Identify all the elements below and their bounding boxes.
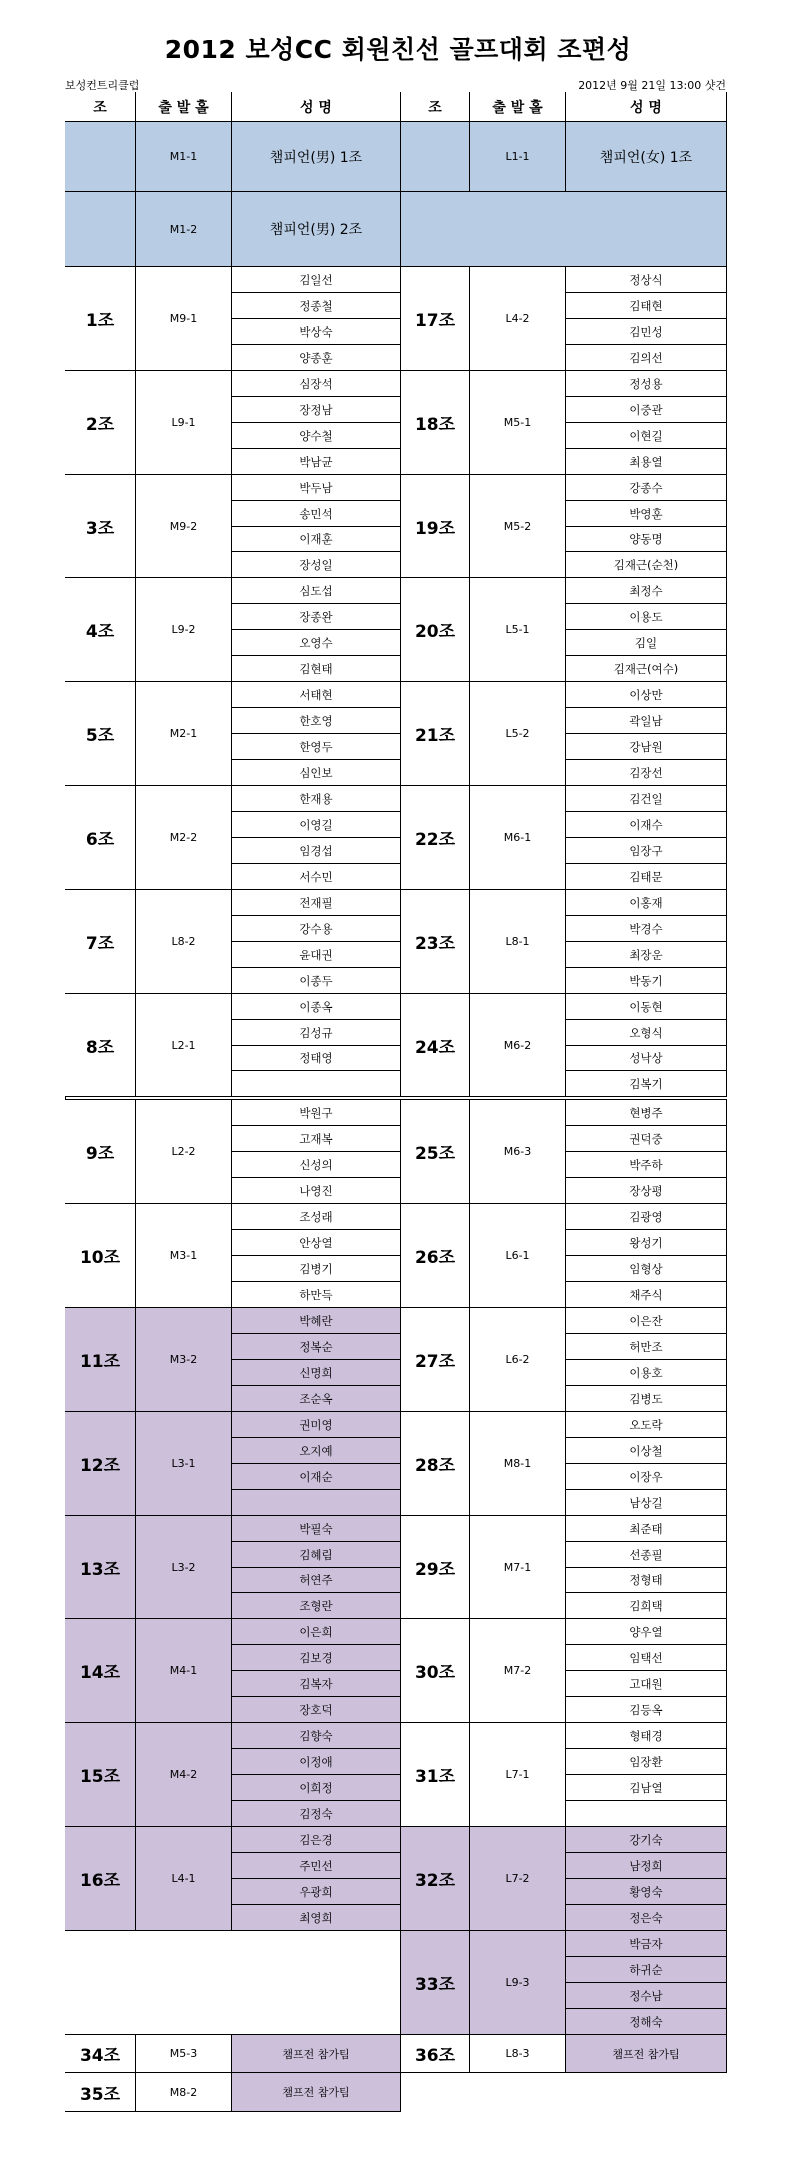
player-name: 한호영 bbox=[232, 708, 401, 734]
group-number: 22조 bbox=[401, 786, 470, 890]
player-name: 박주하 bbox=[566, 1152, 727, 1178]
player-name: 이중관 bbox=[566, 397, 727, 423]
player-name: 정수남 bbox=[566, 1983, 727, 2009]
player-name: 김등옥 bbox=[566, 1697, 727, 1723]
player-name: 성낙상 bbox=[566, 1046, 727, 1071]
group-tee: L6-2 bbox=[470, 1308, 566, 1412]
player-name: 양종훈 bbox=[232, 345, 401, 371]
player-name: 최장운 bbox=[566, 942, 727, 968]
player-name: 이은잔 bbox=[566, 1308, 727, 1334]
player-name: 박금자 bbox=[566, 1931, 727, 1957]
player-name: 이용도 bbox=[566, 604, 727, 630]
group-number: 24조 bbox=[401, 994, 470, 1097]
player-name: 김태문 bbox=[566, 864, 727, 890]
group-tee: M2-1 bbox=[136, 682, 232, 786]
player-name: 최용열 bbox=[566, 449, 727, 475]
player-name: 박영훈 bbox=[566, 501, 727, 527]
group-number: 36조 bbox=[401, 2035, 470, 2073]
group-number: 34조 bbox=[65, 2035, 136, 2073]
player-name: 권미영 bbox=[232, 1412, 401, 1438]
player-name: 정태영 bbox=[232, 1046, 401, 1071]
player-name: 허만조 bbox=[566, 1334, 727, 1360]
group-tee: L5-1 bbox=[470, 578, 566, 682]
player-name: 이희정 bbox=[232, 1775, 401, 1801]
player-name: 고재복 bbox=[232, 1126, 401, 1152]
player-name: 이용호 bbox=[566, 1360, 727, 1386]
group-tee: L8-2 bbox=[136, 890, 232, 994]
group-tee: L2-1 bbox=[136, 994, 232, 1097]
player-name: 심도섭 bbox=[232, 578, 401, 604]
group-number: 6조 bbox=[65, 786, 136, 890]
player-name: 박동기 bbox=[566, 968, 727, 994]
player-name: 김광영 bbox=[566, 1204, 727, 1230]
group-tee: M4-1 bbox=[136, 1619, 232, 1723]
group-number: 33조 bbox=[401, 1931, 470, 2035]
header-tee-right: 출 발 홀 bbox=[470, 92, 566, 122]
player-name: 김재근(여수) bbox=[566, 656, 727, 682]
group-number: 31조 bbox=[401, 1723, 470, 1827]
player-name: 이홍재 bbox=[566, 890, 727, 916]
group-number: 27조 bbox=[401, 1308, 470, 1412]
player-name: 최영희 bbox=[232, 1905, 401, 1931]
group-number: 28조 bbox=[401, 1412, 470, 1516]
club-name: 보성컨트리클럽 bbox=[65, 79, 140, 92]
group-tee: L4-1 bbox=[136, 1827, 232, 1931]
player-name: 오지예 bbox=[232, 1438, 401, 1464]
player-name: 박두남 bbox=[232, 475, 401, 501]
champion-label: 챔피언(男) 2조 bbox=[232, 192, 401, 267]
group-number: 35조 bbox=[65, 2073, 136, 2112]
group-tee: L7-1 bbox=[470, 1723, 566, 1827]
player-name: 김병기 bbox=[232, 1256, 401, 1282]
player-name: 김일선 bbox=[232, 267, 401, 293]
group-number: 4조 bbox=[65, 578, 136, 682]
player-name: 정종철 bbox=[232, 293, 401, 319]
group-number: 17조 bbox=[401, 267, 470, 371]
group-tee: M6-2 bbox=[470, 994, 566, 1097]
player-name: 전재필 bbox=[232, 890, 401, 916]
group-tee: M7-1 bbox=[470, 1516, 566, 1619]
player-name: 이동현 bbox=[566, 994, 727, 1020]
player-name: 김태현 bbox=[566, 293, 727, 319]
group-tee: M3-2 bbox=[136, 1308, 232, 1412]
player-name: 최정수 bbox=[566, 578, 727, 604]
player-name: 김현태 bbox=[232, 656, 401, 682]
player-name: 황영숙 bbox=[566, 1879, 727, 1905]
player-name: 정복순 bbox=[232, 1334, 401, 1360]
group-tee: M5-3 bbox=[136, 2035, 232, 2073]
player-name: 이종두 bbox=[232, 968, 401, 994]
player-name: 정형태 bbox=[566, 1568, 727, 1593]
player-name: 김병도 bbox=[566, 1386, 727, 1412]
group-tee: L9-3 bbox=[470, 1931, 566, 2035]
group-tee: L8-3 bbox=[470, 2035, 566, 2073]
champ-entry-note: 챔프전 참가팀 bbox=[232, 2035, 401, 2073]
player-name: 윤대권 bbox=[232, 942, 401, 968]
player-name: 현병주 bbox=[566, 1100, 727, 1126]
player-name: 김의선 bbox=[566, 345, 727, 371]
player-name: 강기숙 bbox=[566, 1827, 727, 1853]
player-name: 심인보 bbox=[232, 760, 401, 786]
player-name: 이영길 bbox=[232, 812, 401, 838]
player-name: 김건일 bbox=[566, 786, 727, 812]
player-name: 권덕중 bbox=[566, 1126, 727, 1152]
empty-area bbox=[65, 1931, 401, 2035]
group-number: 5조 bbox=[65, 682, 136, 786]
player-name: 주민선 bbox=[232, 1853, 401, 1879]
header-group-left: 조 bbox=[65, 92, 136, 122]
group-number: 3조 bbox=[65, 475, 136, 578]
player-name: 김성규 bbox=[232, 1020, 401, 1046]
player-name: 장종완 bbox=[232, 604, 401, 630]
group-tee: M5-2 bbox=[470, 475, 566, 578]
group-tee: M5-1 bbox=[470, 371, 566, 475]
player-name: 임장환 bbox=[566, 1749, 727, 1775]
player-name: 강남원 bbox=[566, 734, 727, 760]
player-name: 임형상 bbox=[566, 1256, 727, 1282]
player-name: 이재훈 bbox=[232, 527, 401, 552]
player-name: 허연주 bbox=[232, 1568, 401, 1593]
player-name: 이재수 bbox=[566, 812, 727, 838]
player-name bbox=[232, 1071, 401, 1097]
player-name: 이장우 bbox=[566, 1464, 727, 1490]
player-name: 조성래 bbox=[232, 1204, 401, 1230]
player-name: 김보경 bbox=[232, 1645, 401, 1671]
player-name: 임경섭 bbox=[232, 838, 401, 864]
player-name: 박원구 bbox=[232, 1100, 401, 1126]
champion-group-cell bbox=[401, 122, 470, 192]
player-name: 임장구 bbox=[566, 838, 727, 864]
group-number: 10조 bbox=[65, 1204, 136, 1308]
header-name-right: 성 명 bbox=[566, 92, 727, 122]
player-name: 김재근(순천) bbox=[566, 552, 727, 578]
player-name: 정상식 bbox=[566, 267, 727, 293]
group-tee: M2-2 bbox=[136, 786, 232, 890]
champion-label: 챔피언(男) 1조 bbox=[232, 122, 401, 192]
group-tee: L3-1 bbox=[136, 1412, 232, 1516]
pairing-table bbox=[65, 92, 727, 2112]
player-name: 이정애 bbox=[232, 1749, 401, 1775]
player-name: 김복자 bbox=[232, 1671, 401, 1697]
player-name: 박혜란 bbox=[232, 1308, 401, 1334]
group-number: 26조 bbox=[401, 1204, 470, 1308]
player-name: 한영두 bbox=[232, 734, 401, 760]
champion-group-cell bbox=[65, 192, 136, 267]
player-name: 정은숙 bbox=[566, 1905, 727, 1931]
group-number: 18조 bbox=[401, 371, 470, 475]
page-title: 2012 보성CC 회원친선 골프대회 조편성 bbox=[164, 35, 632, 64]
group-number: 19조 bbox=[401, 475, 470, 578]
player-name: 안상열 bbox=[232, 1230, 401, 1256]
player-name: 형태경 bbox=[566, 1723, 727, 1749]
player-name: 정해숙 bbox=[566, 2009, 727, 2035]
player-name: 장상평 bbox=[566, 1178, 727, 1204]
group-tee: L7-2 bbox=[470, 1827, 566, 1931]
group-tee: M9-1 bbox=[136, 267, 232, 371]
group-tee: M4-2 bbox=[136, 1723, 232, 1827]
player-name: 김향숙 bbox=[232, 1723, 401, 1749]
group-tee: L3-2 bbox=[136, 1516, 232, 1619]
group-tee: L2-2 bbox=[136, 1100, 232, 1204]
player-name: 박필숙 bbox=[232, 1516, 401, 1542]
player-name: 서수민 bbox=[232, 864, 401, 890]
player-name: 하귀순 bbox=[566, 1957, 727, 1983]
player-name: 이재순 bbox=[232, 1464, 401, 1490]
player-name: 채주식 bbox=[566, 1282, 727, 1308]
player-name: 강종수 bbox=[566, 475, 727, 501]
player-name: 박경수 bbox=[566, 916, 727, 942]
champion-tee: M1-2 bbox=[136, 192, 232, 267]
player-name: 정성용 bbox=[566, 371, 727, 397]
champion-tee: L1-1 bbox=[470, 122, 566, 192]
champ-entry-note: 챔프전 참가팀 bbox=[566, 2035, 727, 2073]
group-tee: M8-2 bbox=[136, 2073, 232, 2112]
group-tee: L8-1 bbox=[470, 890, 566, 994]
player-name: 이상철 bbox=[566, 1438, 727, 1464]
group-tee: M6-3 bbox=[470, 1100, 566, 1204]
player-name: 고대원 bbox=[566, 1671, 727, 1697]
group-number: 16조 bbox=[65, 1827, 136, 1931]
player-name: 신명희 bbox=[232, 1360, 401, 1386]
group-tee: M6-1 bbox=[470, 786, 566, 890]
group-number: 15조 bbox=[65, 1723, 136, 1827]
player-name: 김장선 bbox=[566, 760, 727, 786]
champ-entry-note: 챔프전 참가팀 bbox=[232, 2073, 401, 2112]
group-number: 25조 bbox=[401, 1100, 470, 1204]
group-number: 11조 bbox=[65, 1308, 136, 1412]
player-name: 이현길 bbox=[566, 423, 727, 449]
group-number: 12조 bbox=[65, 1412, 136, 1516]
group-number: 29조 bbox=[401, 1516, 470, 1619]
champion-label: 챔피언(女) 1조 bbox=[566, 122, 727, 192]
player-name: 조형란 bbox=[232, 1593, 401, 1619]
player-name: 우광희 bbox=[232, 1879, 401, 1905]
player-name: 장정남 bbox=[232, 397, 401, 423]
group-tee: L4-2 bbox=[470, 267, 566, 371]
group-tee: L6-1 bbox=[470, 1204, 566, 1308]
player-name: 조순옥 bbox=[232, 1386, 401, 1412]
player-name: 박남균 bbox=[232, 449, 401, 475]
header-tee-left: 출 발 홀 bbox=[136, 92, 232, 122]
player-name: 양우열 bbox=[566, 1619, 727, 1645]
group-number: 9조 bbox=[65, 1100, 136, 1204]
group-number: 13조 bbox=[65, 1516, 136, 1619]
group-tee: M7-2 bbox=[470, 1619, 566, 1723]
player-name: 이은희 bbox=[232, 1619, 401, 1645]
player-name: 양수철 bbox=[232, 423, 401, 449]
group-tee: M9-2 bbox=[136, 475, 232, 578]
group-number: 7조 bbox=[65, 890, 136, 994]
player-name: 최준태 bbox=[566, 1516, 727, 1542]
player-name bbox=[566, 1801, 727, 1827]
player-name: 서태현 bbox=[232, 682, 401, 708]
group-number: 21조 bbox=[401, 682, 470, 786]
group-tee: M8-1 bbox=[470, 1412, 566, 1516]
player-name: 곽일남 bbox=[566, 708, 727, 734]
player-name: 김일 bbox=[566, 630, 727, 656]
player-name: 장호덕 bbox=[232, 1697, 401, 1723]
player-name: 임택선 bbox=[566, 1645, 727, 1671]
section-separator bbox=[65, 1099, 727, 1100]
champion-group-cell bbox=[65, 122, 136, 192]
player-name: 나영진 bbox=[232, 1178, 401, 1204]
player-name: 강수용 bbox=[232, 916, 401, 942]
player-name bbox=[232, 1490, 401, 1516]
player-name: 선종필 bbox=[566, 1542, 727, 1568]
player-name: 이종옥 bbox=[232, 994, 401, 1020]
group-tee: L5-2 bbox=[470, 682, 566, 786]
group-number: 1조 bbox=[65, 267, 136, 371]
group-number: 14조 bbox=[65, 1619, 136, 1723]
player-name: 박상숙 bbox=[232, 319, 401, 345]
player-name: 김은경 bbox=[232, 1827, 401, 1853]
player-name: 오형식 bbox=[566, 1020, 727, 1046]
player-name: 양동명 bbox=[566, 527, 727, 552]
player-name: 남정희 bbox=[566, 1853, 727, 1879]
player-name: 오영수 bbox=[232, 630, 401, 656]
player-name: 송민석 bbox=[232, 501, 401, 527]
player-name: 하만득 bbox=[232, 1282, 401, 1308]
group-number: 23조 bbox=[401, 890, 470, 994]
player-name: 이상만 bbox=[566, 682, 727, 708]
header-name-left: 성 명 bbox=[232, 92, 401, 122]
group-number: 30조 bbox=[401, 1619, 470, 1723]
group-number: 20조 bbox=[401, 578, 470, 682]
event-date: 2012년 9월 21일 13:00 샷건 bbox=[578, 79, 726, 92]
player-name: 왕성기 bbox=[566, 1230, 727, 1256]
header-group-right: 조 bbox=[401, 92, 470, 122]
group-number: 32조 bbox=[401, 1827, 470, 1931]
champion-empty bbox=[401, 192, 727, 267]
player-name: 김민성 bbox=[566, 319, 727, 345]
player-name: 오도락 bbox=[566, 1412, 727, 1438]
player-name: 신성의 bbox=[232, 1152, 401, 1178]
group-tee: M3-1 bbox=[136, 1204, 232, 1308]
group-number: 2조 bbox=[65, 371, 136, 475]
champion-tee: M1-1 bbox=[136, 122, 232, 192]
group-number: 8조 bbox=[65, 994, 136, 1097]
player-name: 한재용 bbox=[232, 786, 401, 812]
player-name: 장성일 bbox=[232, 552, 401, 578]
player-name: 심장석 bbox=[232, 371, 401, 397]
group-tee: L9-1 bbox=[136, 371, 232, 475]
player-name: 김희택 bbox=[566, 1593, 727, 1619]
group-tee: L9-2 bbox=[136, 578, 232, 682]
player-name: 김남열 bbox=[566, 1775, 727, 1801]
player-name: 김정숙 bbox=[232, 1801, 401, 1827]
player-name: 김혜림 bbox=[232, 1542, 401, 1568]
player-name: 김복기 bbox=[566, 1071, 727, 1097]
player-name: 남상길 bbox=[566, 1490, 727, 1516]
